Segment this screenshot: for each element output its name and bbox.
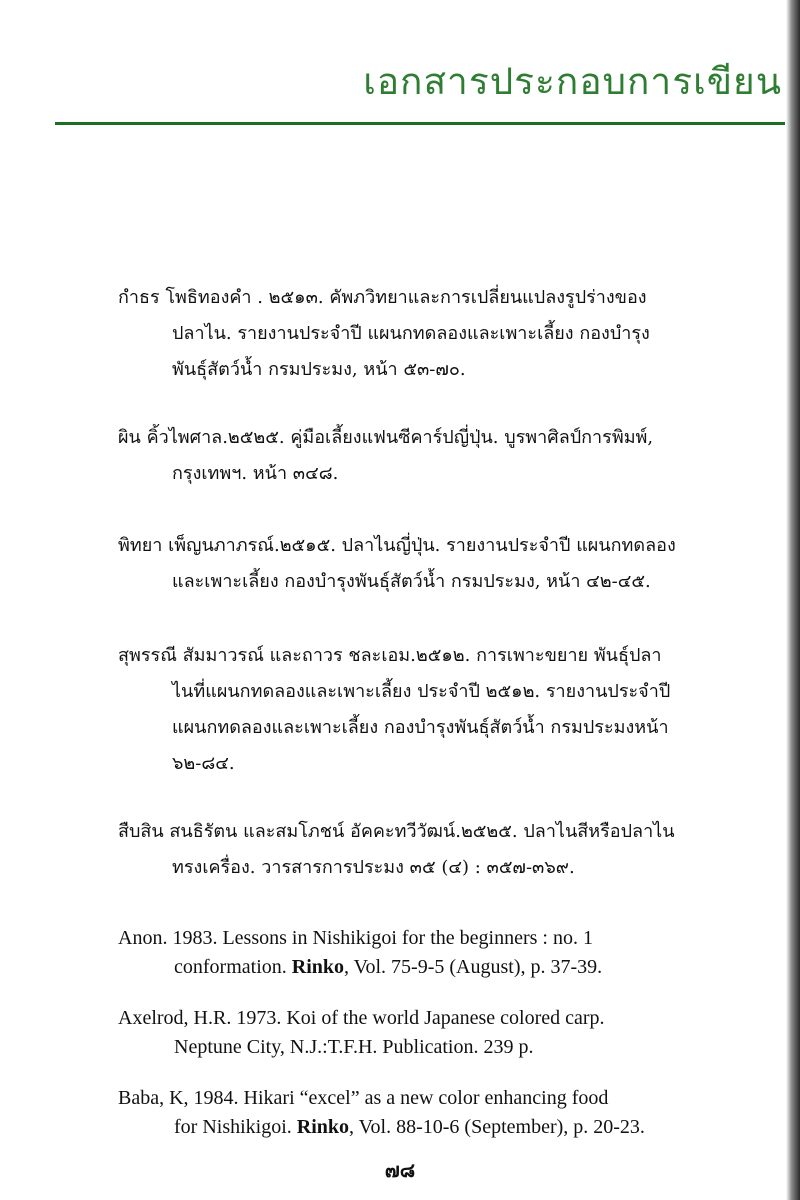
reference-entry bbox=[118, 638, 728, 814]
reference-line: และเพาะเลี้ยง กองบำรุงพันธุ์สัตว์น้ำ กรมประมง, หน้า ๔๒-๔๕. bbox=[172, 571, 651, 592]
reference-line: พันธุ์สัตว์น้ำ กรมประมง, หน้า ๕๓-๗๐. bbox=[172, 359, 466, 380]
reference-text: for Nishikigoi. bbox=[174, 1116, 297, 1138]
reference-line: Baba, K, 1984. Hikari “excel” as a new color enhancing food bbox=[118, 1087, 609, 1109]
reference-line: Axelrod, H.R. 1973. Koi of the world Japanese colored carp. bbox=[118, 1007, 605, 1029]
reference-line bbox=[118, 1113, 738, 1142]
reference-line bbox=[118, 953, 738, 982]
reference-line: สืบสิน สนธิรัตน และสมโภชน์ อัคคะทวีวัฒน์.๒๕๒๕. ปลาไนสีหรือปลาไน bbox=[118, 821, 675, 842]
reference-line: ทรงเครื่อง. วารสารการประมง ๓๕ (๔) : ๓๕๗-๓๖๙. bbox=[172, 857, 575, 878]
reference-line: ๖๒-๘๔. bbox=[172, 753, 235, 774]
reference-entry bbox=[118, 1004, 738, 1084]
reference-entry bbox=[118, 528, 728, 638]
reference-line: สุพรรณี สัมมาวรณ์ และถาวร ชละเอม.๒๕๑๒. การเพาะขยาย พันธุ์ปลา bbox=[118, 645, 662, 666]
reference-line: แผนกทดลองและเพาะเลี้ยง กองบำรุงพันธุ์สัตว์น้ำ กรมประมงหน้า bbox=[172, 717, 669, 738]
header-rule bbox=[55, 122, 785, 125]
page-number: ๗๘ bbox=[384, 1158, 416, 1182]
running-header: เอกสารประกอบการเขียน bbox=[363, 60, 782, 103]
reference-line: Anon. 1983. Lessons in Nishikigoi for the beginners : no. 1 bbox=[118, 927, 593, 949]
reference-line: Neptune City, N.J.:T.F.H. Publication. 239 p. bbox=[174, 1036, 534, 1058]
reference-entry bbox=[118, 814, 728, 918]
reference-entry bbox=[118, 924, 738, 1004]
reference-text: , Vol. 88-10-6 (September), p. 20-23. bbox=[349, 1116, 645, 1138]
page-edge-shadow bbox=[786, 0, 800, 1200]
reference-line: กำธร โพธิทองคำ . ๒๕๑๓. คัพภวิทยาและการเปลี่ยนแปลงรูปร่างของ bbox=[118, 287, 647, 308]
reference-line: กรุงเทพฯ. หน้า ๓๔๘. bbox=[172, 463, 339, 484]
reference-text: conformation. bbox=[174, 956, 292, 978]
reference-entry bbox=[118, 1084, 738, 1144]
reference-line: ปลาไน. รายงานประจำปี แผนกทดลองและเพาะเลี้ยง กองบำรุง bbox=[172, 323, 650, 344]
reference-line: ไนที่แผนกทดลองและเพาะเลี้ยง ประจำปี ๒๕๑๒. รายงานประจำปี bbox=[172, 681, 671, 702]
reference-entry bbox=[118, 280, 728, 420]
reference-text: , Vol. 75-9-5 (August), p. 37-39. bbox=[344, 956, 603, 978]
thai-reference-list bbox=[118, 280, 728, 918]
journal-name: Rinko bbox=[291, 956, 344, 978]
reference-line: ผิน คิ้วไพศาล.๒๕๒๕. คู่มือเลี้ยงแฟนซีคาร์ปญี่ปุ่น. บูรพาศิลป์การพิมพ์, bbox=[118, 427, 654, 448]
journal-name: Rinko bbox=[296, 1116, 350, 1138]
reference-entry bbox=[118, 420, 728, 528]
reference-line: พิทยา เพ็ญนภาภรณ์.๒๕๑๕. ปลาไนญี่ปุ่น. รายงานประจำปี แผนกทดลอง bbox=[118, 535, 676, 556]
english-reference-list bbox=[118, 924, 738, 1144]
